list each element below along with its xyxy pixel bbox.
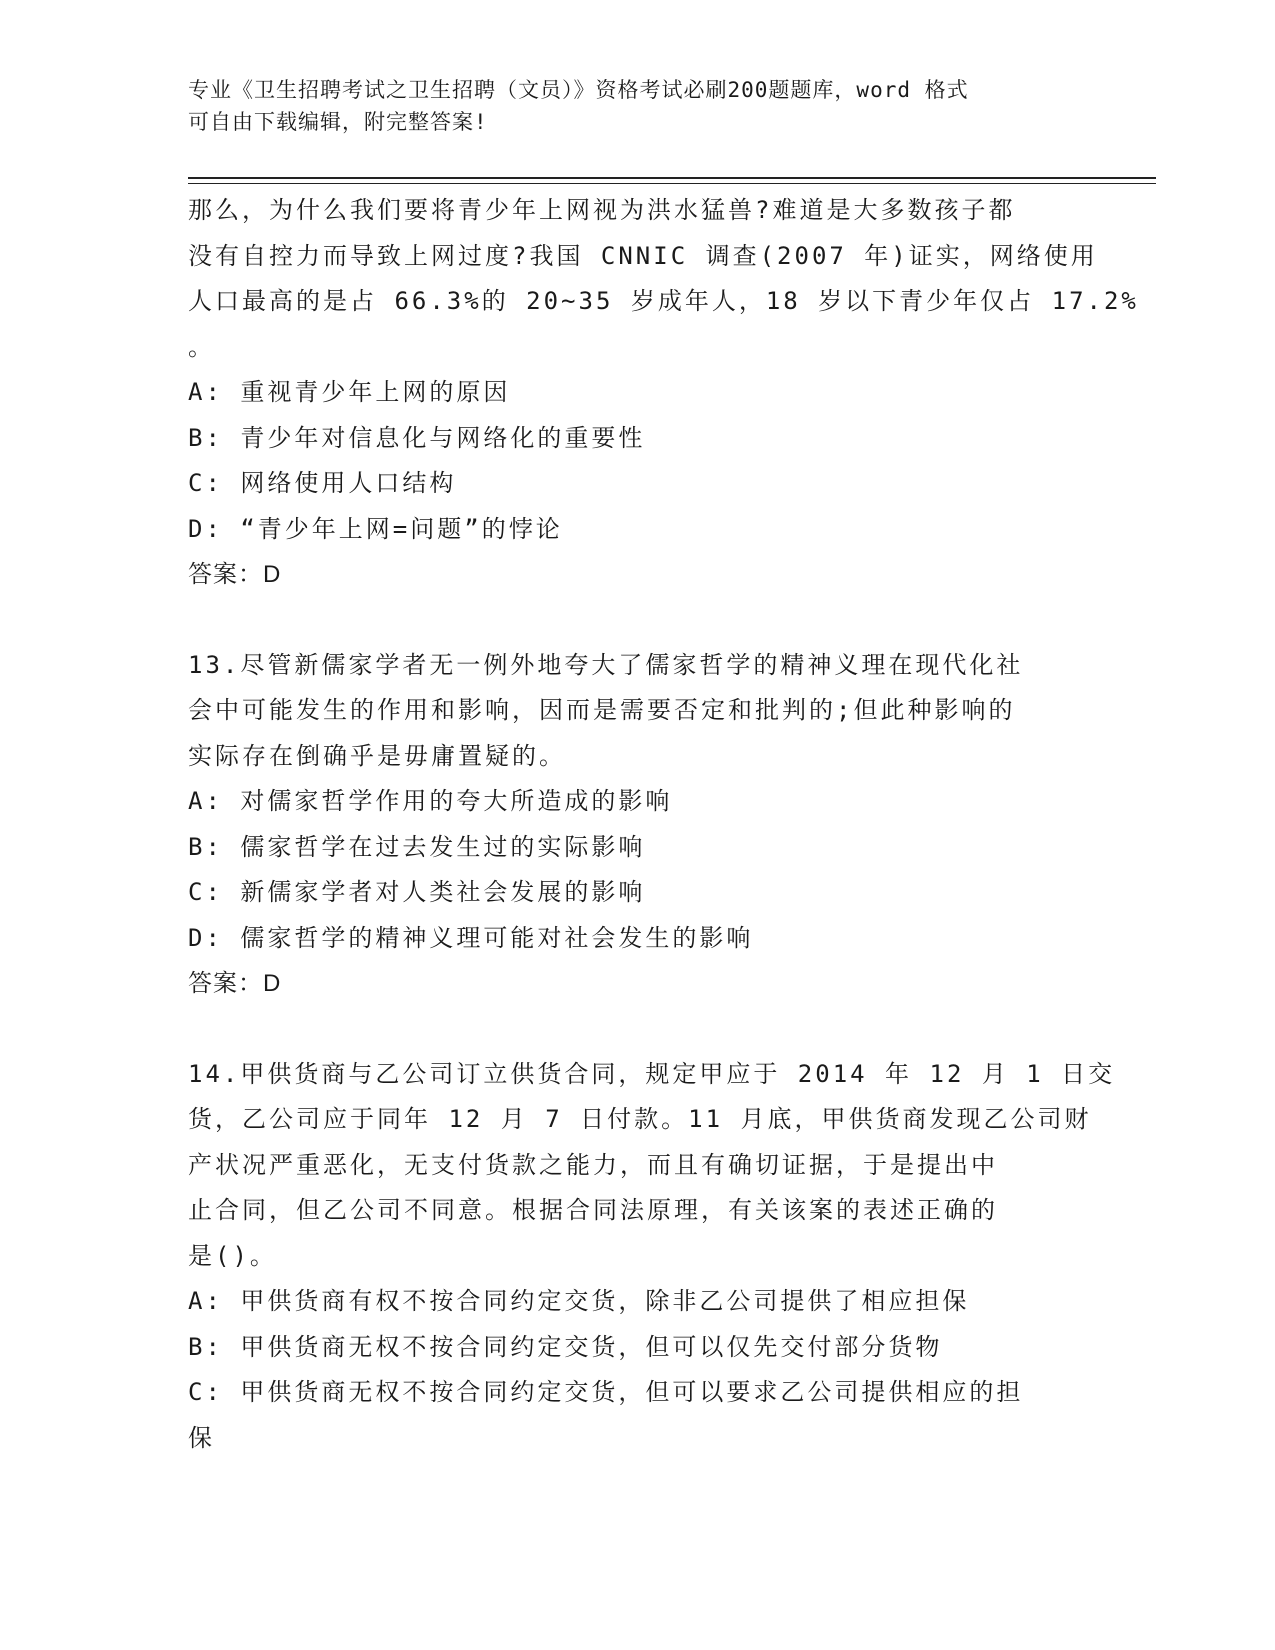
question-stem-line: 13.尽管新儒家学者无一例外地夸大了儒家哲学的精神义理在现代化社 bbox=[188, 650, 1024, 679]
header-divider-thin bbox=[188, 183, 1156, 184]
question-block bbox=[188, 1052, 1116, 1462]
option-c-continued: 保 bbox=[188, 1423, 215, 1452]
question-spacer bbox=[188, 598, 1088, 643]
option-c: C: 网络使用人口结构 bbox=[188, 469, 457, 497]
option-a: A: 甲供货商有权不按合同约定交货，除非乙公司提供了相应担保 bbox=[188, 1287, 970, 1315]
option-c: C: 新儒家学者对人类社会发展的影响 bbox=[188, 878, 646, 906]
header-divider-thick bbox=[188, 177, 1156, 179]
question-block bbox=[188, 188, 1139, 598]
option-b: B: 儒家哲学在过去发生过的实际影响 bbox=[188, 832, 646, 861]
option-a: A: 对儒家哲学作用的夸大所造成的影响 bbox=[188, 787, 673, 815]
question-stem-line: 止合同，但乙公司不同意。根据合同法原理，有关该案的表述正确的 bbox=[188, 1196, 998, 1224]
question-block bbox=[188, 643, 1088, 1007]
option-c: C: 甲供货商无权不按合同约定交货，但可以要求乙公司提供相应的担 bbox=[188, 1378, 1024, 1406]
answer-label: 答案：D bbox=[188, 561, 282, 588]
question-list bbox=[188, 188, 1139, 1461]
question-stem-line: 产状况严重恶化，无支付货款之能力，而且有确切证据，于是提出中 bbox=[188, 1150, 998, 1179]
question-stem-line: 没有自控力而导致上网过度?我国 CNNIC 调查(2007 年)证实，网络使用 bbox=[188, 241, 1098, 270]
header-title-line-2: 可自由下载编辑，附完整答案! bbox=[188, 110, 488, 134]
question-stem-line: 会中可能发生的作用和影响，因而是需要否定和批判的;但此种影响的 bbox=[188, 696, 1016, 724]
option-b: B: 青少年对信息化与网络化的重要性 bbox=[188, 423, 646, 452]
question-stem-line: 那么，为什么我们要将青少年上网视为洪水猛兽?难道是大多数孩子都 bbox=[188, 196, 1016, 224]
question-stem-line: 14.甲供货商与乙公司订立供货合同，规定甲应于 2014 年 12 月 1 日交 bbox=[188, 1059, 1116, 1088]
header-title-line-1: 专业《卫生招聘考试之卫生招聘（文员）》资格考试必刷200题题库，word 格式 bbox=[188, 78, 969, 102]
answer-label: 答案：D bbox=[188, 970, 282, 997]
option-a: A: 重视青少年上网的原因 bbox=[188, 378, 511, 406]
question-stem-line: 。 bbox=[188, 332, 215, 361]
question-stem-line: 实际存在倒确乎是毋庸置疑的。 bbox=[188, 741, 566, 770]
question-spacer bbox=[188, 1007, 1088, 1052]
question-stem-line: 货，乙公司应于同年 12 月 7 日付款。11 月底，甲供货商发现乙公司财 bbox=[188, 1105, 1092, 1133]
document-header bbox=[188, 74, 1088, 138]
option-b: B: 甲供货商无权不按合同约定交货，但可以仅先交付部分货物 bbox=[188, 1332, 943, 1361]
question-stem-line: 人口最高的是占 66.3%的 20~35 岁成年人，18 岁以下青少年仅占 17.2% bbox=[188, 287, 1139, 315]
option-d: D: 儒家哲学的精神义理可能对社会发生的影响 bbox=[188, 923, 754, 952]
option-d: D: “青少年上网=问题”的悖论 bbox=[188, 514, 563, 543]
question-stem-line: 是()。 bbox=[188, 1241, 277, 1270]
